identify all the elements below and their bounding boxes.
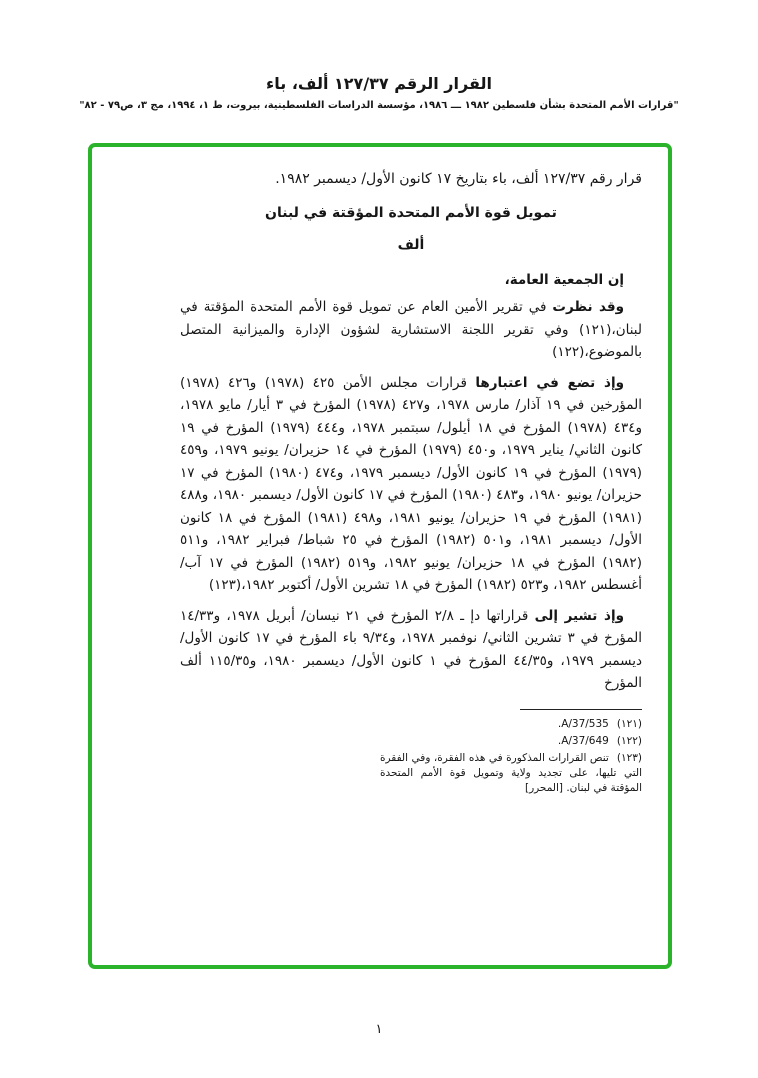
footnotes-block bbox=[380, 709, 642, 796]
preamble-paragraph bbox=[180, 372, 642, 597]
footnote-number: (١٢٢) bbox=[616, 734, 642, 747]
paragraph-text: قراراتها دإ ـ ٢/٨ المؤرخ في ٢١ نيسان/ أبريل ١٩٧٨، و١٤/٣٣ المؤرخ في ٣ تشرين الثاني/ نوفمبر ١٩٧٨، و٩/٣٤ باء المؤرخ في ١٧ كانون الأول/ ديسمبر ١٩٧٩، و٤٤/٣٥ المؤرخ في ١ كانون الأول/ ديسمبر ١٩٨٠، و١١٥/٣٥ ألف المؤرخ bbox=[180, 607, 642, 691]
paragraph-lead: وإذ تضع في اعتبارها bbox=[475, 374, 625, 391]
paragraph-text: في تقرير الأمين العام عن تمويل قوة الأمم المتحدة المؤقتة في لبنان،(١٢١) وفي تقرير اللجنة الاستشارية لشؤون الإدارة والميزانية المتصل بالموضوع،(١٢٢) bbox=[180, 299, 642, 360]
section-label: ألف bbox=[397, 237, 425, 253]
preamble-paragraph bbox=[180, 296, 642, 364]
footnote-number: (١٢١) bbox=[616, 717, 642, 730]
footnote bbox=[380, 751, 642, 796]
paragraph-lead: وإذ تشير إلى bbox=[534, 607, 624, 624]
footnote bbox=[380, 717, 642, 732]
footnote-number: (١٢٣) bbox=[616, 751, 642, 764]
page-number: ١ bbox=[375, 1022, 383, 1037]
resolution-heading: قرار رقم ١٢٧/٣٧ ألف، باء بتاريخ ١٧ كانون الأول/ ديسمبر ١٩٨٢. bbox=[275, 171, 642, 187]
preamble-paragraph bbox=[180, 605, 642, 695]
source-citation: "قرارات الأمم المتحدة بشأن فلسطين ١٩٨٢ ـــ ١٩٨٦، مؤسسة الدراسات الفلسطينية، بيروت، ط ١، ١٩٩٤، مج ٣، ص٧٩ - ٨٢" bbox=[79, 100, 679, 111]
footnote-text: A/37/535. bbox=[557, 717, 609, 730]
paragraph-text: قرارات مجلس الأمن ٤٢٥ (١٩٧٨) و٤٢٦ (١٩٧٨) المؤرخين في ١٩ آذار/ مارس ١٩٧٨، و٤٢٧ (١٩٧٨) المؤرخ في ٣ أيار/ مايو ١٩٧٨، و٤٣٤ (١٩٧٨) المؤرخ في ١٨ أيلول/ سبتمبر ١٩٧٨، و٤٤٤ (١٩٧٩) المؤرخ في ١٩ كانون الثاني/ يناير ١٩٧٩، و٤٥٠ (١٩٧٩) المؤرخ في ١٤ حزيران/ يونيو ١٩٧٩، و٤٥٩ (١٩٧٩) المؤرخ في ١٩ كانون الأول/ ديسمبر ١٩٧٩، و٤٧٤ (١٩٨٠) المؤرخ في ١٧ حزيران/ يونيو ١٩٨٠، و٤٨٣ (١٩٨٠) المؤرخ في ١٧ كانون الأول/ ديسمبر ١٩٨٠، و٤٨٨ (١٩٨١) المؤرخ في ١٩ حزيران/ يونيو ١٩٨١، و٤٩٨ (١٩٨١) المؤرخ في ١٨ كانون الأول/ ديسمبر ١٩٨١، و٥٠١ (١٩٨٢) المؤرخ في ٢٥ شباط/ فبراير ١٩٨٢، و٥١١ (١٩٨٢) المؤرخ في ١٨ حزيران/ يونيو ١٩٨٢، و٥١٩ (١٩٨٢) المؤرخ في ١٧ آب/ أغسطس ١٩٨٢، و٥٢٣ (١٩٨٢) المؤرخ في ١٨ تشرين الأول/ أكتوبر ١٩٨٢،(١٢٣) bbox=[180, 374, 643, 593]
footnote-divider bbox=[520, 709, 642, 710]
footnote-text: تنص القرارات المذكورة في هذه الفقرة، وفي الفقرة التي تليها، على تجديد ولاية وتمويل قوة الأمم المتحدة المؤقتة في لبنان. [المحرر] bbox=[380, 751, 642, 794]
paragraph-lead: وقد نظرت bbox=[552, 299, 624, 315]
footnote-text: A/37/649. bbox=[557, 734, 609, 747]
resolution-frame bbox=[88, 143, 672, 969]
resolution-number-title: القرار الرقم ١٢٧/٣٧ ألف، باء bbox=[266, 74, 492, 93]
resolution-title: تمويل قوة الأمم المتحدة المؤقتة في لبنان bbox=[265, 205, 557, 221]
footnote bbox=[380, 734, 642, 749]
opening-line: إن الجمعية العامة، bbox=[504, 272, 624, 288]
page-header bbox=[0, 74, 758, 111]
